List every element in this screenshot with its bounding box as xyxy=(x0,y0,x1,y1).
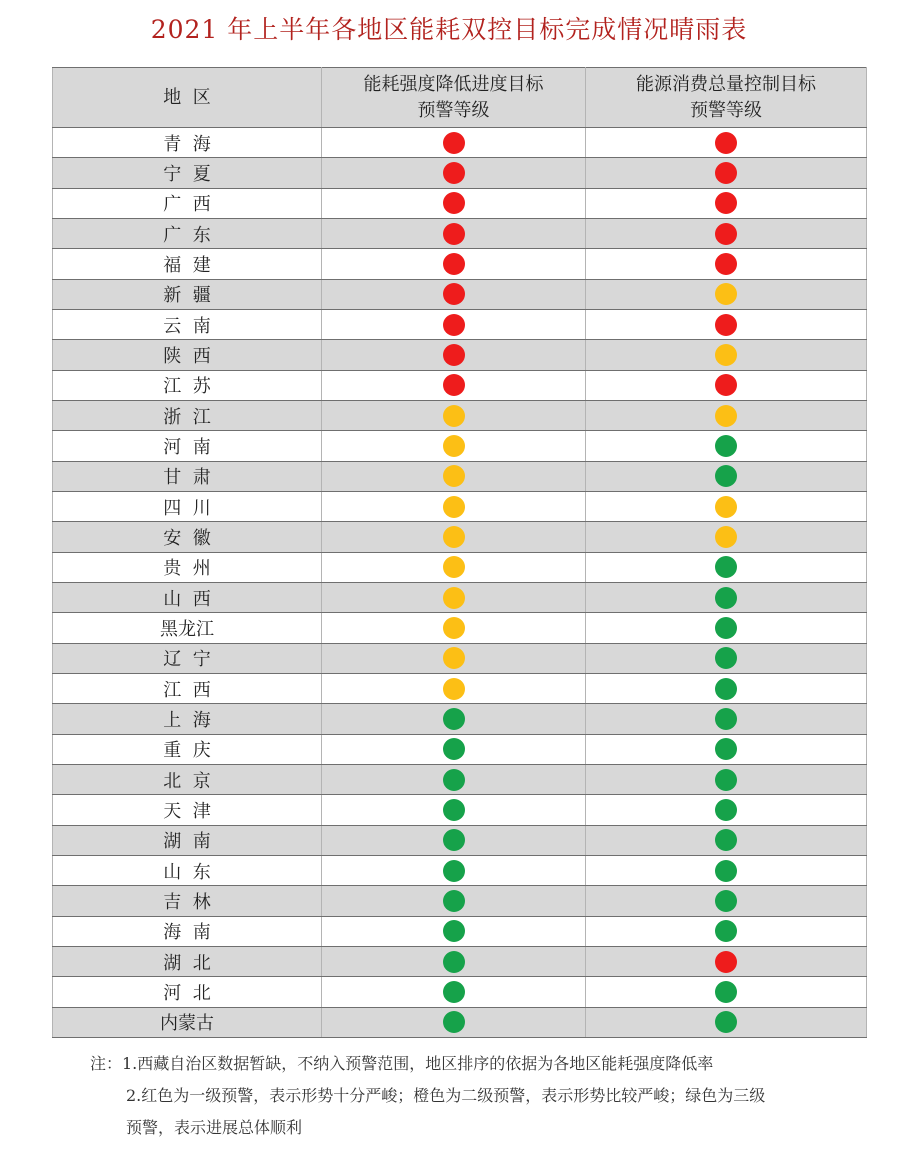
intensity-warning-yellow-dot xyxy=(443,647,465,669)
region-cell xyxy=(53,613,322,643)
region-name: 湖 南 xyxy=(163,831,211,853)
region-name: 江 西 xyxy=(163,679,211,701)
total-warning-green-dot xyxy=(715,556,737,578)
intensity-warning-yellow-dot xyxy=(443,405,465,427)
total-warning-yellow-dot xyxy=(715,496,737,518)
table-row xyxy=(53,279,867,309)
intensity-warning-green-dot xyxy=(443,738,465,760)
header-intensity xyxy=(322,68,586,128)
table-row xyxy=(53,491,867,521)
total-warning-cell xyxy=(586,613,867,643)
region-cell xyxy=(53,734,322,764)
region-name: 宁 夏 xyxy=(163,163,211,185)
region-name: 内蒙古 xyxy=(160,1013,214,1035)
intensity-warning-yellow-dot xyxy=(443,587,465,609)
region-name: 陕 西 xyxy=(163,345,211,367)
region-cell xyxy=(53,218,322,248)
region-name: 河 北 xyxy=(163,982,211,1004)
region-cell xyxy=(53,249,322,279)
intensity-warning-red-dot xyxy=(443,192,465,214)
total-warning-green-dot xyxy=(715,981,737,1003)
intensity-warning-cell xyxy=(322,158,586,188)
region-cell xyxy=(53,795,322,825)
intensity-warning-green-dot xyxy=(443,708,465,730)
total-warning-green-dot xyxy=(715,799,737,821)
header-total-line2: 预警等级 xyxy=(690,99,762,121)
region-cell xyxy=(53,643,322,673)
total-warning-cell xyxy=(586,855,867,885)
region-name: 贵 州 xyxy=(163,558,211,580)
total-warning-green-dot xyxy=(715,647,737,669)
total-warning-green-dot xyxy=(715,860,737,882)
footnote-1: 注：1.西藏自治区数据暂缺，不纳入预警范围，地区排序的依据为各地区能耗强度降低率 xyxy=(90,1054,714,1073)
intensity-warning-green-dot xyxy=(443,799,465,821)
region-name: 甘 肃 xyxy=(163,467,211,489)
intensity-warning-red-dot xyxy=(443,132,465,154)
total-warning-green-dot xyxy=(715,829,737,851)
total-warning-cell xyxy=(586,340,867,370)
intensity-warning-cell xyxy=(322,309,586,339)
region-cell xyxy=(53,461,322,491)
region-cell xyxy=(53,309,322,339)
region-cell xyxy=(53,1007,322,1037)
total-warning-yellow-dot xyxy=(715,344,737,366)
intensity-warning-red-dot xyxy=(443,314,465,336)
intensity-warning-cell xyxy=(322,218,586,248)
region-name: 山 西 xyxy=(163,588,211,610)
region-name: 海 南 xyxy=(163,922,211,944)
table-row xyxy=(53,704,867,734)
header-region-label: 地 区 xyxy=(163,86,211,108)
intensity-warning-cell xyxy=(322,613,586,643)
region-cell xyxy=(53,825,322,855)
total-warning-cell xyxy=(586,431,867,461)
region-cell xyxy=(53,764,322,794)
table-row xyxy=(53,461,867,491)
intensity-warning-green-dot xyxy=(443,920,465,942)
region-cell xyxy=(53,916,322,946)
intensity-warning-green-dot xyxy=(443,890,465,912)
intensity-warning-cell xyxy=(322,249,586,279)
intensity-warning-cell xyxy=(322,673,586,703)
intensity-warning-cell xyxy=(322,825,586,855)
intensity-warning-green-dot xyxy=(443,1011,465,1033)
intensity-warning-red-dot xyxy=(443,374,465,396)
intensity-warning-cell xyxy=(322,886,586,916)
total-warning-cell xyxy=(586,946,867,976)
table-row xyxy=(53,431,867,461)
region-name: 福 建 xyxy=(163,254,211,276)
table-row xyxy=(53,522,867,552)
region-name: 北 京 xyxy=(163,770,211,792)
region-cell xyxy=(53,400,322,430)
region-cell xyxy=(53,855,322,885)
intensity-warning-cell xyxy=(322,582,586,612)
total-warning-red-dot xyxy=(715,951,737,973)
warning-table xyxy=(52,67,867,1038)
intensity-warning-green-dot xyxy=(443,860,465,882)
table-row xyxy=(53,825,867,855)
header-intensity-line2: 预警等级 xyxy=(417,99,490,121)
total-warning-cell xyxy=(586,734,867,764)
table-row xyxy=(53,552,867,582)
total-warning-red-dot xyxy=(715,223,737,245)
header-total xyxy=(586,68,867,128)
region-cell xyxy=(53,886,322,916)
table-header-row xyxy=(53,68,867,128)
region-name: 黑龙江 xyxy=(160,618,214,640)
table-row xyxy=(53,582,867,612)
intensity-warning-cell xyxy=(322,522,586,552)
intensity-warning-cell xyxy=(322,643,586,673)
total-warning-red-dot xyxy=(715,253,737,275)
intensity-warning-yellow-dot xyxy=(443,496,465,518)
total-warning-green-dot xyxy=(715,435,737,457)
intensity-warning-cell xyxy=(322,491,586,521)
table-row xyxy=(53,946,867,976)
table-row xyxy=(53,977,867,1007)
region-cell xyxy=(53,673,322,703)
region-name: 河 南 xyxy=(163,436,211,458)
table-row xyxy=(53,249,867,279)
table-row xyxy=(53,886,867,916)
intensity-warning-cell xyxy=(322,855,586,885)
total-warning-cell xyxy=(586,400,867,430)
total-warning-green-dot xyxy=(715,708,737,730)
page-title: 2021 年上半年各地区能耗双控目标完成情况晴雨表 xyxy=(150,15,748,44)
region-cell xyxy=(53,188,322,218)
total-warning-cell xyxy=(586,1007,867,1037)
table-row xyxy=(53,673,867,703)
table-row xyxy=(53,309,867,339)
table-row xyxy=(53,734,867,764)
table-row xyxy=(53,855,867,885)
table-row xyxy=(53,340,867,370)
total-warning-cell xyxy=(586,218,867,248)
total-warning-yellow-dot xyxy=(715,283,737,305)
intensity-warning-red-dot xyxy=(443,223,465,245)
intensity-warning-cell xyxy=(322,946,586,976)
region-cell xyxy=(53,431,322,461)
region-name: 吉 林 xyxy=(163,891,211,913)
total-warning-red-dot xyxy=(715,162,737,184)
region-cell xyxy=(53,704,322,734)
region-name: 天 津 xyxy=(163,800,211,822)
total-warning-green-dot xyxy=(715,678,737,700)
region-name: 重 庆 xyxy=(163,740,211,762)
region-cell xyxy=(53,946,322,976)
region-name: 云 南 xyxy=(163,315,211,337)
region-name: 广 东 xyxy=(163,224,211,246)
total-warning-cell xyxy=(586,128,867,158)
region-name: 安 徽 xyxy=(163,527,211,549)
intensity-warning-cell xyxy=(322,279,586,309)
table-row xyxy=(53,795,867,825)
region-name: 新 疆 xyxy=(163,285,211,307)
intensity-warning-yellow-dot xyxy=(443,526,465,548)
intensity-warning-cell xyxy=(322,795,586,825)
intensity-warning-yellow-dot xyxy=(443,556,465,578)
table-row xyxy=(53,400,867,430)
total-warning-red-dot xyxy=(715,192,737,214)
total-warning-red-dot xyxy=(715,374,737,396)
intensity-warning-cell xyxy=(322,764,586,794)
total-warning-cell xyxy=(586,249,867,279)
intensity-warning-cell xyxy=(322,552,586,582)
region-name: 江 苏 xyxy=(163,376,211,398)
intensity-warning-cell xyxy=(322,128,586,158)
intensity-warning-cell xyxy=(322,1007,586,1037)
region-cell xyxy=(53,370,322,400)
total-warning-cell xyxy=(586,916,867,946)
total-warning-cell xyxy=(586,764,867,794)
region-cell xyxy=(53,552,322,582)
intensity-warning-green-dot xyxy=(443,981,465,1003)
intensity-warning-cell xyxy=(322,734,586,764)
total-warning-cell xyxy=(586,370,867,400)
total-warning-green-dot xyxy=(715,920,737,942)
table-row xyxy=(53,643,867,673)
footnotes xyxy=(90,1048,880,1144)
header-region xyxy=(53,68,322,128)
footnote-2-continued: 预警，表示进展总体顺利 xyxy=(126,1118,303,1137)
total-warning-cell xyxy=(586,886,867,916)
intensity-warning-yellow-dot xyxy=(443,435,465,457)
intensity-warning-red-dot xyxy=(443,344,465,366)
intensity-warning-yellow-dot xyxy=(443,678,465,700)
intensity-warning-yellow-dot xyxy=(443,617,465,639)
region-name: 山 东 xyxy=(163,861,211,883)
intensity-warning-red-dot xyxy=(443,283,465,305)
total-warning-green-dot xyxy=(715,587,737,609)
total-warning-yellow-dot xyxy=(715,405,737,427)
table-row xyxy=(53,613,867,643)
region-cell xyxy=(53,582,322,612)
intensity-warning-red-dot xyxy=(443,162,465,184)
intensity-warning-cell xyxy=(322,431,586,461)
intensity-warning-green-dot xyxy=(443,829,465,851)
region-cell xyxy=(53,522,322,552)
region-name: 浙 江 xyxy=(163,406,211,428)
total-warning-cell xyxy=(586,977,867,1007)
region-cell xyxy=(53,977,322,1007)
region-cell xyxy=(53,491,322,521)
intensity-warning-cell xyxy=(322,400,586,430)
total-warning-cell xyxy=(586,552,867,582)
region-name: 辽 宁 xyxy=(163,649,211,671)
total-warning-green-dot xyxy=(715,738,737,760)
total-warning-green-dot xyxy=(715,465,737,487)
intensity-warning-green-dot xyxy=(443,951,465,973)
table-body xyxy=(53,128,867,1038)
region-name: 上 海 xyxy=(163,709,211,731)
total-warning-green-dot xyxy=(715,769,737,791)
region-cell xyxy=(53,128,322,158)
intensity-warning-cell xyxy=(322,188,586,218)
total-warning-cell xyxy=(586,673,867,703)
total-warning-cell xyxy=(586,582,867,612)
total-warning-cell xyxy=(586,522,867,552)
region-name: 四 川 xyxy=(163,497,211,519)
intensity-warning-red-dot xyxy=(443,253,465,275)
total-warning-cell xyxy=(586,188,867,218)
header-total-line1: 能源消费总量控制目标 xyxy=(636,73,816,95)
total-warning-cell xyxy=(586,825,867,855)
total-warning-cell xyxy=(586,491,867,521)
region-name: 广 西 xyxy=(163,194,211,216)
intensity-warning-cell xyxy=(322,916,586,946)
table-row xyxy=(53,1007,867,1037)
header-intensity-line1: 能耗强度降低进度目标 xyxy=(363,73,544,95)
total-warning-cell xyxy=(586,309,867,339)
region-name: 青 海 xyxy=(163,133,211,155)
total-warning-cell xyxy=(586,643,867,673)
total-warning-cell xyxy=(586,158,867,188)
total-warning-green-dot xyxy=(715,617,737,639)
table-row xyxy=(53,128,867,158)
total-warning-cell xyxy=(586,461,867,491)
table-row xyxy=(53,218,867,248)
total-warning-cell xyxy=(586,279,867,309)
total-warning-yellow-dot xyxy=(715,526,737,548)
intensity-warning-green-dot xyxy=(443,769,465,791)
intensity-warning-cell xyxy=(322,704,586,734)
region-cell xyxy=(53,340,322,370)
intensity-warning-yellow-dot xyxy=(443,465,465,487)
table-row xyxy=(53,370,867,400)
table-row xyxy=(53,188,867,218)
region-cell xyxy=(53,158,322,188)
table-row xyxy=(53,158,867,188)
total-warning-green-dot xyxy=(715,1011,737,1033)
total-warning-green-dot xyxy=(715,890,737,912)
table-row xyxy=(53,916,867,946)
total-warning-red-dot xyxy=(715,132,737,154)
intensity-warning-cell xyxy=(322,370,586,400)
region-name: 湖 北 xyxy=(163,952,211,974)
intensity-warning-cell xyxy=(322,340,586,370)
total-warning-cell xyxy=(586,795,867,825)
total-warning-cell xyxy=(586,704,867,734)
region-cell xyxy=(53,279,322,309)
intensity-warning-cell xyxy=(322,461,586,491)
footnote-2: 2.红色为一级预警，表示形势十分严峻；橙色为二级预警，表示形势比较严峻；绿色为三级 xyxy=(126,1086,766,1105)
total-warning-red-dot xyxy=(715,314,737,336)
intensity-warning-cell xyxy=(322,977,586,1007)
table-row xyxy=(53,764,867,794)
